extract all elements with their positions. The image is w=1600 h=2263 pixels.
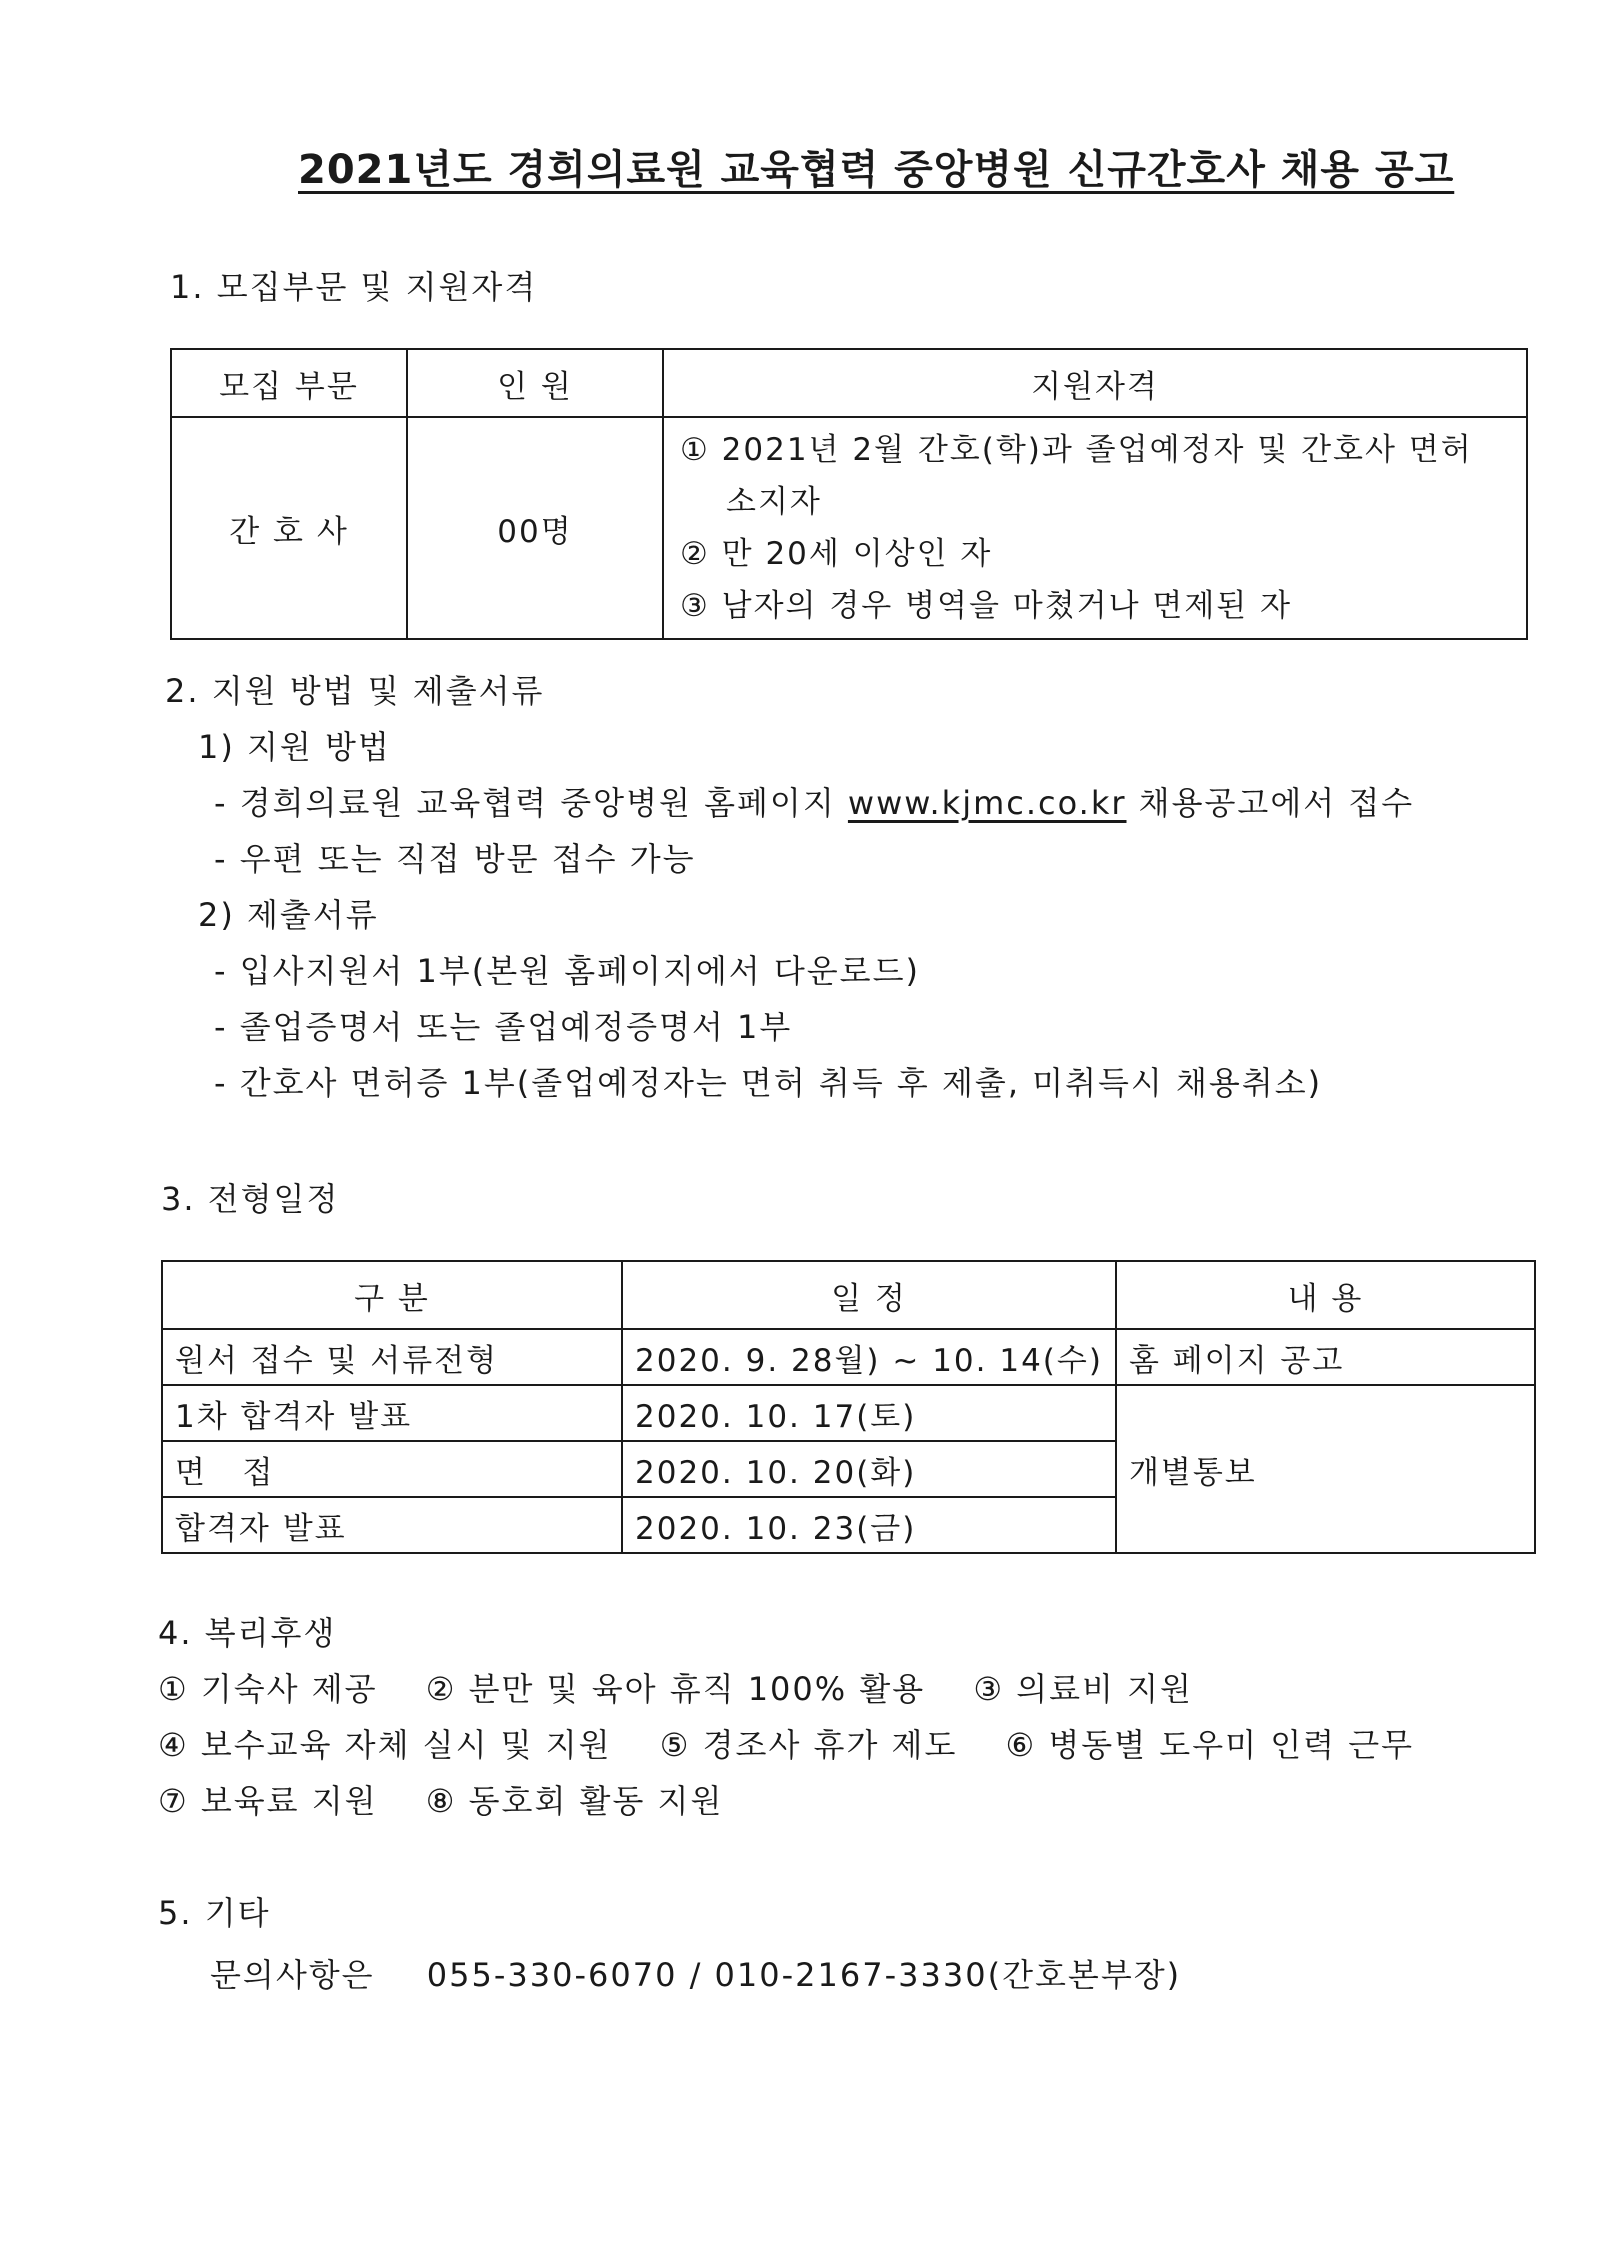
header-note: 내 용 bbox=[1116, 1261, 1535, 1329]
benefits-line bbox=[158, 1720, 1450, 1766]
apply-method-offline: - 우편 또는 직접 방문 접수 가능 bbox=[214, 840, 696, 878]
benefit-item: ⑧ 동호회 활동 지원 bbox=[425, 1782, 724, 1820]
table-row bbox=[162, 1385, 1535, 1441]
qualification-item: ② 만 20세 이상인 자 bbox=[680, 536, 993, 572]
benefit-item: ③ 의료비 지원 bbox=[973, 1670, 1193, 1708]
method-prefix: - 경희의료원 교육협력 중앙병원 홈페이지 bbox=[214, 784, 836, 822]
schedule-table bbox=[161, 1260, 1536, 1554]
benefit-item: ⑦ 보육료 지원 bbox=[158, 1782, 378, 1820]
section4-heading: 4. 복리후생 bbox=[158, 1614, 337, 1652]
document-item: - 간호사 면허증 1부(졸업예정자는 면허 취득 후 제출, 미취득시 채용취소) bbox=[214, 1064, 1323, 1102]
apply-method-online bbox=[214, 778, 1414, 824]
benefit-item: ④ 보수교육 자체 실시 및 지원 bbox=[158, 1726, 612, 1764]
header-dept: 모집 부문 bbox=[171, 349, 407, 417]
stage-cell: 면 접 bbox=[162, 1441, 622, 1497]
qualification-item: ③ 남자의 경우 병역을 마쳤거나 면제된 자 bbox=[680, 588, 1293, 624]
contact-line bbox=[210, 1950, 1181, 1996]
method-suffix: 채용공고에서 접수 bbox=[1138, 784, 1415, 822]
benefit-item: ① 기숙사 제공 bbox=[158, 1670, 378, 1708]
header-count: 인 원 bbox=[407, 349, 663, 417]
qualification-cell bbox=[663, 417, 1527, 639]
date-cell: 2020. 9. 28월) ~ 10. 14(수) bbox=[622, 1329, 1116, 1385]
benefit-item: ⑥ 병동별 도우미 인력 근무 bbox=[1005, 1726, 1415, 1764]
section3-heading: 3. 전형일정 bbox=[161, 1180, 340, 1218]
benefit-item: ⑤ 경조사 휴가 제도 bbox=[659, 1726, 958, 1764]
contact-label: 문의사항은 bbox=[210, 1956, 375, 1994]
benefits-line bbox=[158, 1664, 1229, 1710]
apply-method-subheading: 1) 지원 방법 bbox=[198, 728, 391, 766]
stage-cell: 합격자 발표 bbox=[162, 1497, 622, 1553]
qualification-item: ① 2021년 2월 간호(학)과 졸업예정자 및 간호사 면허 bbox=[680, 432, 1473, 468]
contact-numbers: 055-330-6070 / 010-2167-3330(간호본부장) bbox=[426, 1956, 1182, 1994]
table-row bbox=[171, 417, 1527, 639]
date-cell: 2020. 10. 20(화) bbox=[622, 1441, 1116, 1497]
dept-cell: 간 호 사 bbox=[171, 417, 407, 639]
document-item: - 졸업증명서 또는 졸업예정증명서 1부 bbox=[214, 1008, 793, 1046]
table-header-row bbox=[162, 1261, 1535, 1329]
homepage-link[interactable]: www.kjmc.co.kr bbox=[847, 784, 1127, 822]
page-title: 2021년도 경희의료원 교육협력 중앙병원 신규간호사 채용 공고 bbox=[298, 147, 1455, 193]
stage-cell: 1차 합격자 발표 bbox=[162, 1385, 622, 1441]
document-item: - 입사지원서 1부(본원 홈페이지에서 다운로드) bbox=[214, 952, 920, 990]
recruitment-table bbox=[170, 348, 1528, 640]
benefits-line bbox=[158, 1776, 759, 1822]
note-cell: 홈 페이지 공고 bbox=[1116, 1329, 1535, 1385]
benefit-item: ② 분만 및 육아 휴직 100% 활용 bbox=[425, 1670, 926, 1708]
table-row bbox=[162, 1329, 1535, 1385]
section5-heading: 5. 기타 bbox=[158, 1894, 271, 1932]
header-date: 일 정 bbox=[622, 1261, 1116, 1329]
section2-heading: 2. 지원 방법 및 제출서류 bbox=[165, 672, 545, 710]
header-qualification: 지원자격 bbox=[663, 349, 1527, 417]
header-stage: 구 분 bbox=[162, 1261, 622, 1329]
qualification-item: 소지자 bbox=[726, 484, 822, 520]
count-cell: 00명 bbox=[407, 417, 663, 639]
table-header-row bbox=[171, 349, 1527, 417]
date-cell: 2020. 10. 17(토) bbox=[622, 1385, 1116, 1441]
documents-subheading: 2) 제출서류 bbox=[198, 896, 379, 934]
stage-cell: 원서 접수 및 서류전형 bbox=[162, 1329, 622, 1385]
merged-note-cell: 개별통보 bbox=[1116, 1385, 1535, 1553]
date-cell: 2020. 10. 23(금) bbox=[622, 1497, 1116, 1553]
section1-heading: 1. 모집부문 및 지원자격 bbox=[170, 268, 538, 306]
